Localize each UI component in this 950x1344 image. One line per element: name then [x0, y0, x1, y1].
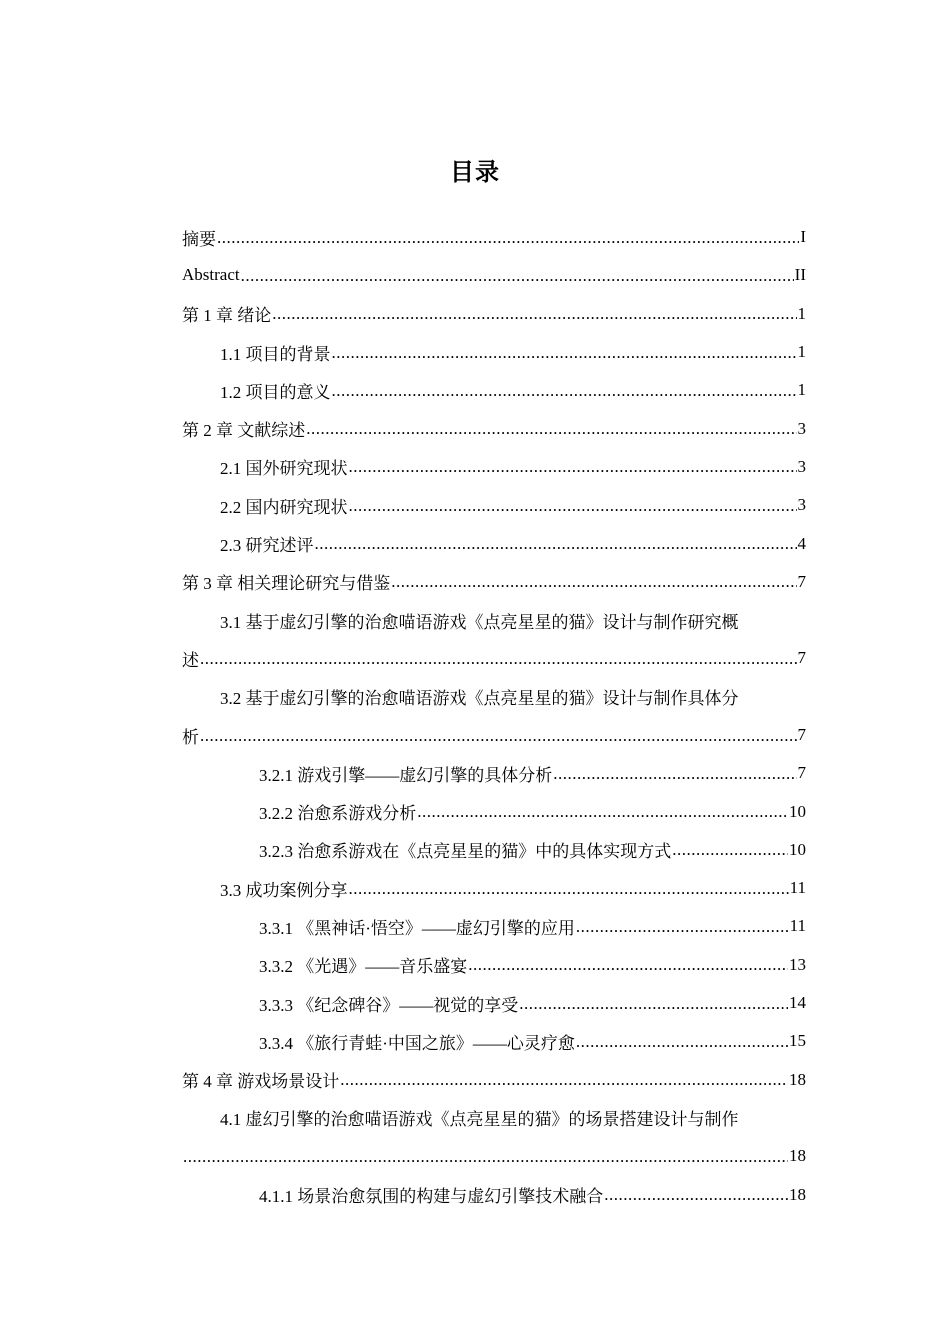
- toc-entry[interactable]: [182, 1175, 806, 1213]
- toc-entry[interactable]: [182, 333, 806, 371]
- toc-entry-page: 14: [789, 993, 806, 1013]
- toc-entry[interactable]: [182, 448, 806, 486]
- dot-leader: [519, 995, 788, 1012]
- toc-entry-page: 3: [797, 495, 806, 515]
- toc-entry-label: 3.3.4 《旅行青蛙·中国之旅》——心灵疗愈: [259, 1033, 575, 1053]
- toc-entry-page: II: [794, 265, 806, 285]
- dot-leader: [200, 650, 797, 667]
- toc-entry[interactable]: [182, 869, 806, 907]
- dot-leader: [332, 344, 797, 361]
- toc-entry[interactable]: [182, 716, 806, 754]
- dot-leader: [349, 458, 797, 475]
- toc-entry-page: 18: [789, 1184, 806, 1204]
- toc-entry[interactable]: [182, 256, 806, 294]
- toc-entry[interactable]: [182, 1022, 806, 1060]
- toc-entry-label: 3.3 成功案例分享: [220, 880, 348, 900]
- toc-entry-label: 2.3 研究述评: [220, 536, 314, 556]
- toc-entry-page: 3: [797, 418, 806, 438]
- toc-entry-label: 2.1 国外研究现状: [220, 459, 348, 479]
- toc-entry[interactable]: [182, 295, 806, 333]
- toc-entry[interactable]: [182, 563, 806, 601]
- toc-entry-label: 3.1 基于虚幻引擎的治愈喵语游戏《点亮星星的猫》设计与制作研究概: [220, 612, 739, 632]
- toc-entry[interactable]: [182, 907, 806, 945]
- toc-entry-label: 3.3.3 《纪念碑谷》——视觉的享受: [259, 995, 519, 1015]
- toc-entry-wrapped-line[interactable]: [182, 1099, 806, 1137]
- dot-leader: [183, 1148, 788, 1165]
- toc-entry-label: 3.3.2 《光遇》——音乐盛宴: [259, 957, 468, 977]
- dot-leader: [604, 1186, 788, 1203]
- toc-entry-page: 10: [789, 839, 806, 859]
- dot-leader: [672, 841, 788, 858]
- toc-entry-page: 3: [797, 456, 806, 476]
- toc-entry-label: 4.1 虚幻引擎的治愈喵语游戏《点亮星星的猫》的场景搭建设计与制作: [220, 1110, 739, 1130]
- dot-leader: [340, 1071, 788, 1088]
- dot-leader: [468, 956, 788, 973]
- toc-entry-label-cont: 析: [182, 727, 199, 747]
- toc-entry-page: 7: [797, 648, 806, 668]
- toc-entry-page: 13: [789, 954, 806, 974]
- toc-entry-label: 3.3.1 《黑神话·悟空》——虚幻引擎的应用: [259, 918, 575, 938]
- toc-entry-label: 4.1.1 场景治愈氛围的构建与虚幻引擎技术融合: [259, 1187, 604, 1207]
- toc-entry-page: 18: [789, 1069, 806, 1089]
- dot-leader: [576, 1033, 788, 1050]
- toc-entry[interactable]: [182, 1137, 806, 1175]
- toc-entry-page: 11: [789, 878, 806, 898]
- toc-entry[interactable]: [182, 409, 806, 447]
- toc-entry-page: 7: [797, 571, 806, 591]
- toc-entry-page: 11: [789, 916, 806, 936]
- toc-entry-label: 第 2 章 文献综述: [182, 421, 306, 441]
- toc-entry[interactable]: [182, 486, 806, 524]
- toc-entry[interactable]: [182, 371, 806, 409]
- toc-entry[interactable]: [182, 524, 806, 562]
- toc-entry-wrapped-line[interactable]: [182, 678, 806, 716]
- dot-leader: [241, 267, 794, 284]
- toc-entry-page: I: [800, 227, 806, 247]
- toc-entry-wrapped-line[interactable]: [182, 601, 806, 639]
- toc-entry-label: 1.2 项目的意义: [220, 382, 331, 402]
- page-title: 目录: [450, 158, 500, 186]
- toc-entry-label-cont: 述: [182, 650, 199, 670]
- toc-entry-label: 第 1 章 绪论: [182, 306, 272, 326]
- toc-entry[interactable]: [182, 218, 806, 256]
- toc-entry-label: 3.2.2 治愈系游戏分析: [259, 804, 417, 824]
- dot-leader: [306, 420, 796, 437]
- toc-entry[interactable]: [182, 946, 806, 984]
- toc-entry[interactable]: [182, 831, 806, 869]
- table-of-contents: [182, 218, 806, 1214]
- dot-leader: [332, 382, 797, 399]
- dot-leader: [576, 918, 789, 935]
- toc-entry-page: 7: [797, 763, 806, 783]
- toc-entry-label: 第 4 章 游戏场景设计: [182, 1072, 340, 1092]
- dot-leader: [200, 727, 797, 744]
- toc-entry-page: 10: [789, 801, 806, 821]
- toc-entry-page: 18: [789, 1146, 806, 1166]
- toc-entry-label: 3.2 基于虚幻引擎的治愈喵语游戏《点亮星星的猫》设计与制作具体分: [220, 689, 739, 709]
- toc-entry-page: 1: [797, 342, 806, 362]
- toc-entry[interactable]: [182, 1061, 806, 1099]
- dot-leader: [315, 535, 797, 552]
- toc-entry-label: 3.2.3 治愈系游戏在《点亮星星的猫》中的具体实现方式: [259, 842, 672, 862]
- toc-entry-label: Abstract: [182, 265, 240, 285]
- toc-entry[interactable]: [182, 754, 806, 792]
- dot-leader: [272, 305, 796, 322]
- toc-entry-label: 1.1 项目的背景: [220, 344, 331, 364]
- toc-entry-page: 4: [797, 533, 806, 553]
- dot-leader: [349, 880, 789, 897]
- toc-entry[interactable]: [182, 639, 806, 677]
- toc-entry-label: 第 3 章 相关理论研究与借鉴: [182, 574, 391, 594]
- toc-entry-page: 7: [797, 725, 806, 744]
- dot-leader: [553, 765, 796, 782]
- toc-entry[interactable]: [182, 984, 806, 1022]
- toc-entry[interactable]: [182, 792, 806, 830]
- dot-leader: [349, 497, 797, 514]
- dot-leader: [391, 573, 796, 590]
- dot-leader: [217, 229, 799, 246]
- toc-entry-label: 摘要: [182, 229, 216, 249]
- toc-entry-page: 15: [789, 1031, 806, 1051]
- toc-entry-page: 1: [797, 380, 806, 400]
- toc-entry-label: 3.2.1 游戏引擎——虚幻引擎的具体分析: [259, 765, 553, 785]
- toc-entry-label: 2.2 国内研究现状: [220, 497, 348, 517]
- toc-entry-page: 1: [797, 303, 806, 323]
- dot-leader: [417, 803, 788, 820]
